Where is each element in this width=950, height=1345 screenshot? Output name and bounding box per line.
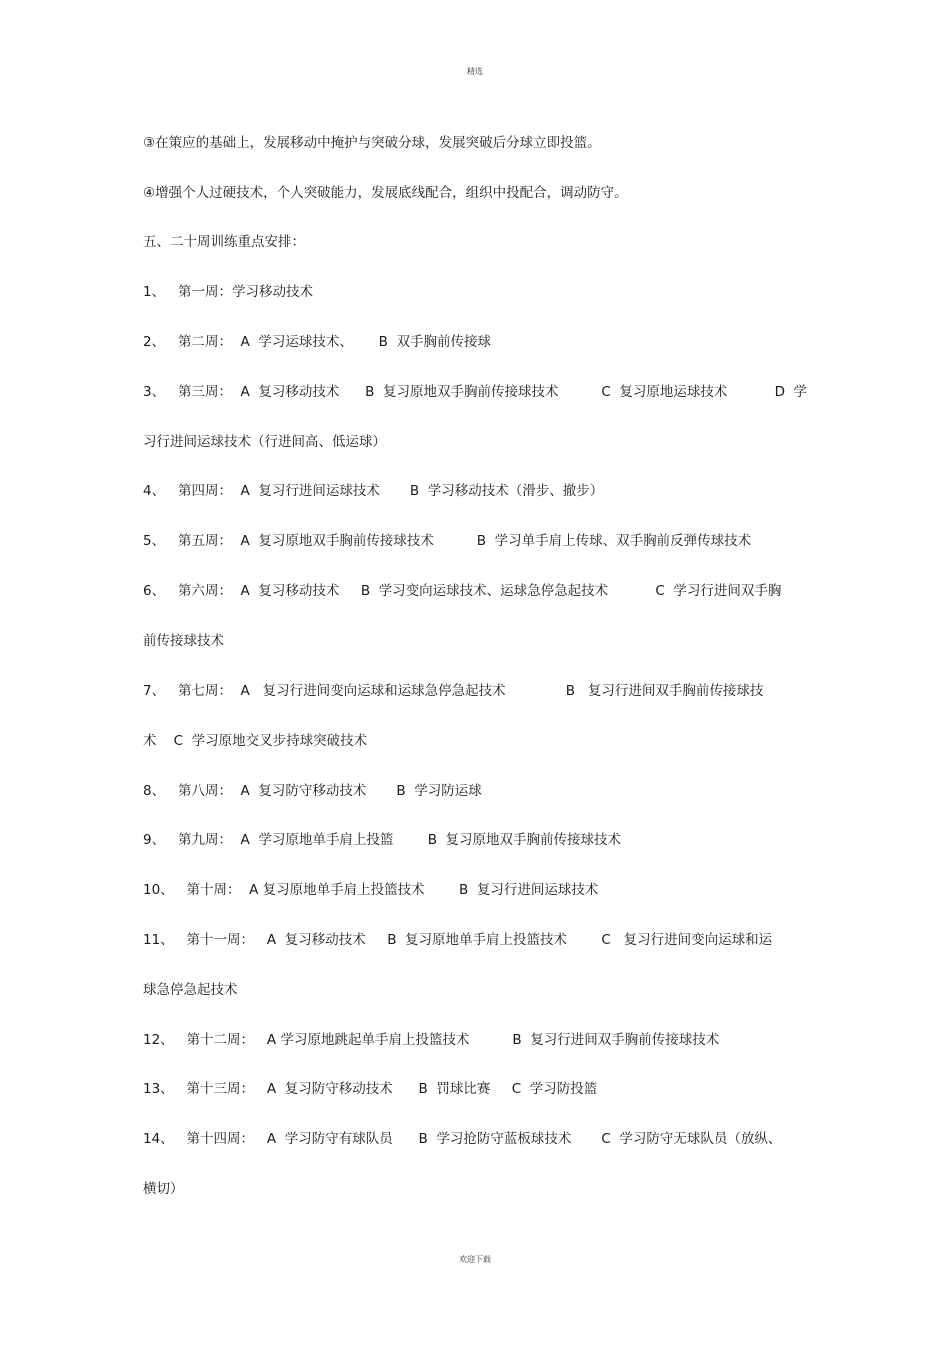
list-item: 4、 第四周： A 复习行进间运球技术 B 学习移动技术（滑步、撤步）	[143, 483, 604, 499]
text-line: ③在策应的基础上，发展移动中掩护与突破分球，发展突破后分球立即投篮。	[143, 135, 601, 151]
list-item: 2、 第二周： A 学习运球技术、 B 双手胸前传接球	[143, 334, 491, 350]
list-item: 6、 第六周： A 复习移动技术 B 学习变向运球技术、运球急停急起技术 C 学习行进间双手胸	[143, 583, 782, 599]
list-item-continuation: 习行进间运球技术（行进间高、低运球）	[143, 434, 386, 450]
list-item: 3、 第三周： A 复习移动技术 B 复习原地双手胸前传接球技术 C 复习原地运球技术 D 学	[143, 384, 808, 400]
text-line: ④增强个人过硬技术，个人突破能力，发展底线配合，组织中投配合，调动防守。	[143, 185, 628, 201]
page-footer: 欢迎下载	[459, 1255, 491, 1264]
section-heading: 五、二十周训练重点安排：	[143, 234, 305, 250]
list-item: 9、 第九周： A 学习原地单手肩上投篮 B 复习原地双手胸前传接球技术	[143, 832, 622, 848]
list-item: 5、 第五周： A 复习原地双手胸前传接球技术 B 学习单手肩上传球、双手胸前反弹传球技术	[143, 533, 752, 549]
list-item-continuation: 术 C 学习原地交叉步持球突破技术	[143, 733, 368, 749]
list-item-continuation: 横切）	[143, 1181, 184, 1197]
list-item: 13、 第十三周： A 复习防守移动技术 B 罚球比赛 C 学习防投篮	[143, 1081, 598, 1097]
list-item: 14、 第十四周： A 学习防守有球队员 B 学习抢防守蓝板球技术 C 学习防守无球队员（放纵、	[143, 1131, 782, 1147]
list-item: 12、 第十二周： A 学习原地跳起单手肩上投篮技术 B 复习行进间双手胸前传接球技术	[143, 1032, 720, 1048]
list-item: 1、 第一周：学习移动技术	[143, 284, 313, 300]
list-item: 11、 第十一周： A 复习移动技术 B 复习原地单手肩上投篮技术 C 复习行进间变向运球和运	[143, 932, 773, 948]
list-item: 10、 第十周： A 复习原地单手肩上投篮技术 B 复习行进间运球技术	[143, 882, 599, 898]
list-item-continuation: 前传接球技术	[143, 633, 224, 649]
list-item-continuation: 球急停急起技术	[143, 982, 238, 998]
page-header: 精选	[467, 67, 483, 76]
list-item: 7、 第七周： A 复习行进间变向运球和运球急停急起技术 B 复习行进间双手胸前传接球技	[143, 683, 764, 699]
list-item: 8、 第八周： A 复习防守移动技术 B 学习防运球	[143, 783, 482, 799]
